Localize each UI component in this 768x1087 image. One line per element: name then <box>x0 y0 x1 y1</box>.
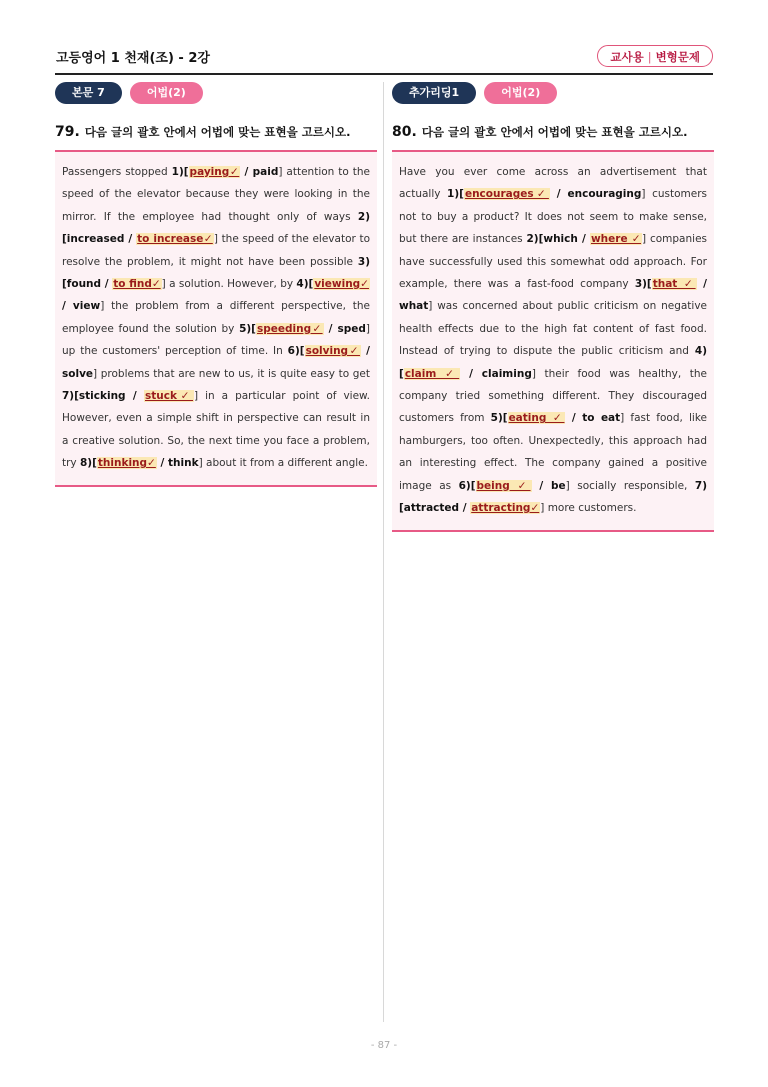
option-text: / what <box>399 278 707 313</box>
answer-choice: claim ✓ <box>404 367 460 380</box>
passage-text: ] <box>642 233 647 246</box>
category-tag: 어법(2) <box>484 82 557 104</box>
answer-choice: to increase✓ <box>137 233 213 246</box>
right-tags <box>392 82 714 104</box>
column-divider <box>383 82 384 1022</box>
passage-text: ] <box>565 479 570 492</box>
answer-choice: eating ✓ <box>508 412 565 425</box>
passage-text: the speed of the elevator to resolve the problem, it might not have been possible <box>62 233 370 268</box>
answer-choice: to find✓ <box>113 278 161 291</box>
passage-text: ] <box>93 367 98 380</box>
page-number: - 87 - <box>370 1040 398 1051</box>
option-text: / be <box>531 479 566 492</box>
passage-text: ] <box>198 457 203 470</box>
option-text: / encouraging <box>549 188 642 201</box>
option-text: 8)[ <box>80 457 97 470</box>
source-tag: 본문 7 <box>55 82 122 104</box>
option-text: 7)[attracted / <box>399 479 707 515</box>
passage-text: attention to the speed of the elevator because they were looking in the mirror. If the employee had thought only of ways <box>62 166 370 223</box>
passage-text: ] <box>100 300 105 313</box>
passage-box <box>55 150 377 487</box>
document-title: 고등영어 1 천재(조) - 2강 <box>56 51 210 66</box>
answer-choice: encourages✓ <box>464 188 549 201</box>
passage-text: up the customers' perception of time. In <box>62 345 288 358</box>
option-text: 7)[sticking / <box>62 390 144 403</box>
passage-text: ] <box>194 390 199 403</box>
passage-text: customers not to buy a product? It does not seem to make sense, but there are instances <box>399 188 707 246</box>
passage-text: ] <box>278 166 283 178</box>
option-text: / view <box>62 300 101 313</box>
option-text: 3)[ <box>634 278 652 291</box>
passage-text: about it from a different angle. <box>202 457 368 470</box>
question-text: 다음 글의 괄호 안에서 어법에 맞는 표현을 고르시오. <box>421 125 688 139</box>
passage-text: fast food, like hamburgers, too often. Unexpectedly, this approach had an interesting effect. The company gained a positive image as <box>399 412 707 492</box>
option-text: 1)[ <box>447 188 464 201</box>
passage-text: was concerned about public criticism on negative health effects due to the high fat content of fast food. Instead of trying to dispute the public criticism and <box>399 300 707 358</box>
badge-type-label: 변형문제 <box>655 50 700 64</box>
option-text: 4)[ <box>296 278 314 291</box>
question-text: 다음 글의 괄호 안에서 어법에 맞는 표현을 고르시오. <box>84 125 351 139</box>
option-text: 2)[increased / <box>62 210 370 246</box>
option-text: / claiming <box>460 367 532 380</box>
source-tag: 추가리딩1 <box>392 82 476 104</box>
left-column <box>55 82 377 487</box>
role-badge <box>597 45 713 67</box>
passage-text: ] <box>540 502 545 515</box>
option-text: 2)[which / <box>526 233 590 246</box>
question-heading <box>55 123 377 141</box>
option-text: 6)[ <box>458 479 476 492</box>
passage-text: more customers. <box>544 502 637 515</box>
option-text: 4)[ <box>399 345 707 380</box>
passage-text: problems that are new to us, it is quite easy to get <box>97 367 370 380</box>
answer-choice: speeding✓ <box>256 322 323 335</box>
passage-text: Passengers stopped <box>62 166 172 178</box>
answer-choice: where ✓ <box>590 233 642 246</box>
passage-box <box>392 150 714 532</box>
passage-text: Have you ever come across an advertisement that actually <box>399 166 707 201</box>
answer-choice: attracting✓ <box>471 502 540 515</box>
passage-text: the problem from a different perspective, the employee found the solution by <box>62 300 370 335</box>
passage-text: ] <box>161 278 166 291</box>
option-text: / to eat <box>565 412 621 425</box>
option-text: 5)[ <box>239 322 256 335</box>
option-text: 1)[ <box>171 166 189 178</box>
answer-choice: being ✓ <box>476 479 531 492</box>
answer-choice: stuck✓ <box>145 390 194 403</box>
passage-text: a solution. However, by <box>165 278 297 291</box>
passage-text: their food was healthy, the company tried something different. They discouraged customers from <box>399 367 707 425</box>
passage-text: ] <box>620 412 625 425</box>
option-text: / paid <box>240 166 279 178</box>
passage-text: ] <box>428 300 433 313</box>
answer-choice: solving✓ <box>305 345 360 358</box>
option-text: 3)[found / <box>62 255 370 291</box>
passage-text: companies have successfully used this somewhat odd approach. For example, there was a fast-food company <box>399 233 707 291</box>
category-tag: 어법(2) <box>130 82 203 104</box>
right-column <box>392 82 714 532</box>
option-text: / think <box>156 457 199 470</box>
passage-text: ] <box>641 188 646 201</box>
answer-choice: viewing✓ <box>314 278 369 291</box>
option-text: 5)[ <box>490 412 508 425</box>
answer-choice: paying✓ <box>189 166 240 178</box>
question-number: 79. <box>55 124 80 140</box>
option-text: / solve <box>62 345 371 380</box>
passage-text: in a particular point of view. However, even a simple shift in perspective can result in a creative solution. So, the next time you face a problem, try <box>62 390 371 470</box>
option-text: 6)[ <box>287 345 305 358</box>
question-heading <box>392 123 714 141</box>
question-number: 80. <box>392 124 417 140</box>
option-text: / sped <box>323 322 366 335</box>
badge-separator: | <box>647 50 652 64</box>
passage-text: ] <box>531 367 536 380</box>
answer-choice: thinking✓ <box>97 457 156 470</box>
header-rule <box>55 73 713 75</box>
left-tags <box>55 82 377 104</box>
passage-text: socially responsible, <box>569 479 695 492</box>
badge-teacher-label: 교사용 <box>610 50 644 64</box>
passage-text: ] <box>365 322 370 335</box>
answer-choice: that ✓ <box>652 278 696 291</box>
passage-text: ] <box>213 233 218 246</box>
